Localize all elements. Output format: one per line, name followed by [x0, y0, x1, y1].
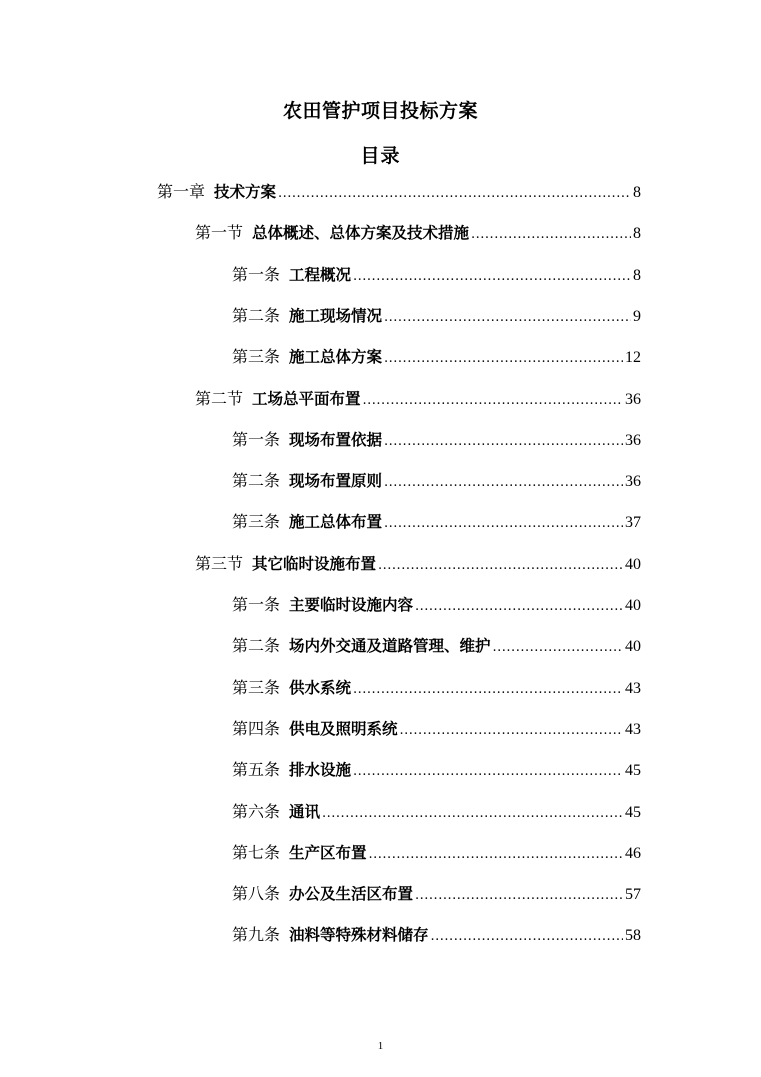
toc-leader-dots	[378, 554, 623, 578]
toc-entry-number: 第二条	[232, 636, 281, 655]
toc-entry-number: 第六条	[232, 802, 281, 821]
toc-entry-title: 供电及照明系统	[289, 720, 398, 738]
toc-entry-page: 40	[625, 638, 641, 655]
toc-entry[interactable]	[232, 304, 641, 328]
toc-entry-page: 45	[625, 804, 641, 821]
toc-entry-page: 9	[633, 308, 641, 325]
toc-entry-page: 46	[625, 845, 641, 862]
toc-leader-dots	[353, 760, 623, 784]
toc-leader-dots	[400, 719, 623, 743]
toc-entry-page: 43	[625, 680, 641, 697]
toc-leader-dots	[369, 843, 623, 867]
toc-entry-number: 第一条	[232, 430, 281, 449]
toc-entry-title: 总体概述、总体方案及技术措施	[252, 224, 470, 242]
toc-entry-title: 施工总体方案	[289, 348, 383, 366]
toc-entry-number: 第五条	[232, 760, 281, 779]
toc-entry-page: 43	[625, 721, 641, 738]
toc-entry[interactable]	[195, 387, 641, 411]
toc-leader-dots	[384, 347, 623, 371]
toc-entry-page: 8	[633, 225, 641, 242]
toc-entry[interactable]	[232, 469, 641, 493]
toc-entry-title: 其它临时设施布置	[252, 555, 377, 573]
toc-entry[interactable]	[232, 510, 641, 534]
toc-entry[interactable]	[232, 676, 641, 700]
toc-heading: 目录	[360, 145, 401, 167]
toc-entry-title: 现场布置依据	[289, 431, 383, 449]
toc-entry-page: 8	[633, 184, 641, 201]
toc-entry-number: 第一条	[232, 595, 281, 614]
toc-entry-page: 8	[633, 267, 641, 284]
toc-entry-title: 生产区布置	[289, 844, 367, 862]
toc-entry[interactable]	[157, 180, 641, 204]
toc-leader-dots	[384, 512, 623, 536]
toc-entry-title: 通讯	[289, 803, 321, 821]
toc-leader-dots	[471, 223, 631, 247]
toc-entry-page: 36	[625, 473, 641, 490]
toc-entry-page: 58	[625, 927, 641, 944]
toc-entry-title: 工场总平面布置	[252, 390, 361, 408]
toc-entry-page: 40	[625, 556, 641, 573]
footer-page-number: 1	[377, 1040, 384, 1052]
toc-entry[interactable]	[232, 923, 641, 947]
toc-leader-dots	[493, 636, 623, 660]
toc-entry[interactable]	[195, 221, 641, 245]
toc-entry-page: 36	[625, 432, 641, 449]
toc-leader-dots	[415, 595, 623, 619]
toc-entry-title: 工程概况	[289, 266, 352, 284]
toc-entry[interactable]	[232, 800, 641, 824]
toc-leader-dots	[415, 884, 623, 908]
toc-entry-page: 36	[625, 391, 641, 408]
toc-entry-number: 第九条	[232, 925, 281, 944]
toc-entry-number: 第三条	[232, 347, 281, 366]
toc-entry-number: 第三条	[232, 678, 281, 697]
toc-entry-title: 办公及生活区布置	[289, 885, 414, 903]
toc-entry-page: 57	[625, 886, 641, 903]
toc-entry-title: 油料等特殊材料储存	[289, 926, 429, 944]
toc-entry-number: 第三条	[232, 512, 281, 531]
toc-entry[interactable]	[232, 841, 641, 865]
toc-entry-title: 施工现场情况	[289, 307, 383, 325]
toc-entry[interactable]	[232, 882, 641, 906]
toc-entry[interactable]	[232, 345, 641, 369]
toc-entry-title: 技术方案	[214, 183, 277, 201]
toc-entry-number: 第一条	[232, 265, 281, 284]
toc-entry[interactable]	[232, 263, 641, 287]
toc-entry-number: 第四条	[232, 719, 281, 738]
toc-leader-dots	[384, 430, 623, 454]
toc-entry-title: 供水系统	[289, 679, 352, 697]
toc-leader-dots	[322, 802, 623, 826]
toc-entry-number: 第七条	[232, 843, 281, 862]
toc-entry-title: 现场布置原则	[289, 472, 383, 490]
toc-entry-page: 12	[625, 349, 641, 366]
toc-entry[interactable]	[232, 634, 641, 658]
toc-entry-number: 第八条	[232, 884, 281, 903]
toc-entry[interactable]	[232, 593, 641, 617]
toc-entry-page: 40	[625, 597, 641, 614]
toc-entry-number: 第二条	[232, 306, 281, 325]
toc-entry-number: 第二条	[232, 471, 281, 490]
toc-entry-title: 排水设施	[289, 761, 352, 779]
document-title: 农田管护项目投标方案	[282, 100, 478, 122]
toc-entry-page: 45	[625, 762, 641, 779]
toc-entry[interactable]	[195, 552, 641, 576]
toc-entry-number: 第一章	[157, 182, 206, 201]
toc-leader-dots	[431, 925, 623, 949]
toc-entry-number: 第一节	[195, 223, 244, 242]
toc-entry[interactable]	[232, 428, 641, 452]
toc-leader-dots	[384, 471, 623, 495]
toc-entry[interactable]	[232, 758, 641, 782]
toc-entry-number: 第三节	[195, 554, 244, 573]
toc-entry-title: 施工总体布置	[289, 513, 383, 531]
toc-entry-number: 第二节	[195, 389, 244, 408]
toc-leader-dots	[353, 265, 631, 289]
toc-entry-title: 场内外交通及道路管理、维护	[289, 637, 491, 655]
toc-entry-page: 37	[625, 514, 641, 531]
toc-entry[interactable]	[232, 717, 641, 741]
toc-leader-dots	[353, 678, 623, 702]
toc-leader-dots	[278, 182, 631, 206]
toc-leader-dots	[363, 389, 623, 413]
toc-entry-title: 主要临时设施内容	[289, 596, 414, 614]
toc-leader-dots	[384, 306, 631, 330]
